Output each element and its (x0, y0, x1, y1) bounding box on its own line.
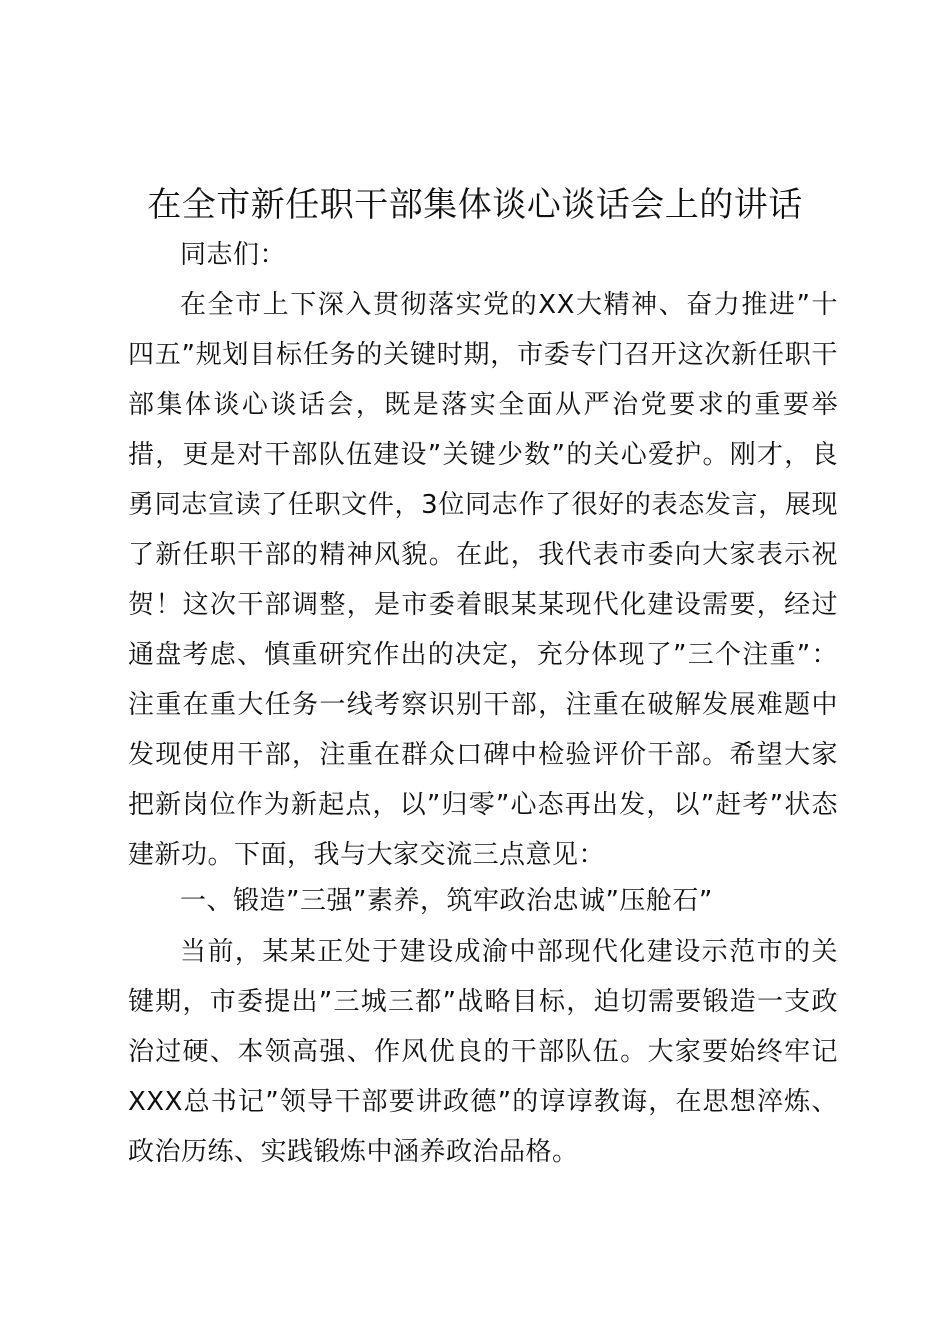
greeting: 同志们： (180, 240, 287, 270)
paragraph-section-1: 当前，某某正处于建设成渝中部现代化建设示范市的关键期，市委提出”三城三都”战略目标，迫切需要锻造一支政治过硬、本领高强、作风优良的干部队伍。大家要始终牢记XXX总书记”领导干部要讲政德”的谆谆教诲，在思想淬炼、政治历练、实践锻炼中涵养政治品格。 (128, 937, 838, 1167)
paragraph-intro: 在全市上下深入贯彻落实党的XX大精神、奋力推进”十四五”规划目标任务的关键时期，市委专门召开这次新任职干部集体谈心谈话会，既是落实全面从严治党要求的重要举措，更是对干部队伍建设”关键少数”的关心爱护。刚才，良勇同志宣读了任职文件，3位同志作了很好的表态发言，展现了新任职干部的精神风貌。在此，我代表市委向大家表示祝贺！这次干部调整，是市委着眼某某现代化建设需要，经过通盘考虑、慎重研究作出的决定，充分体现了”三个注重”：注重在重大任务一线考察识别干部，注重在破解发展难题中发现使用干部，注重在群众口碑中检验评价干部。希望大家把新岗位作为新起点，以”归零”心态再出发，以”赶考”状态建新功。下面，我与大家交流三点意见： (128, 290, 838, 870)
document-title: 在全市新任职干部集体谈心谈话会上的讲话 (147, 185, 803, 225)
section-heading: 一、锻造”三强”素养，筑牢政治忠诚”压舱石” (180, 886, 713, 916)
